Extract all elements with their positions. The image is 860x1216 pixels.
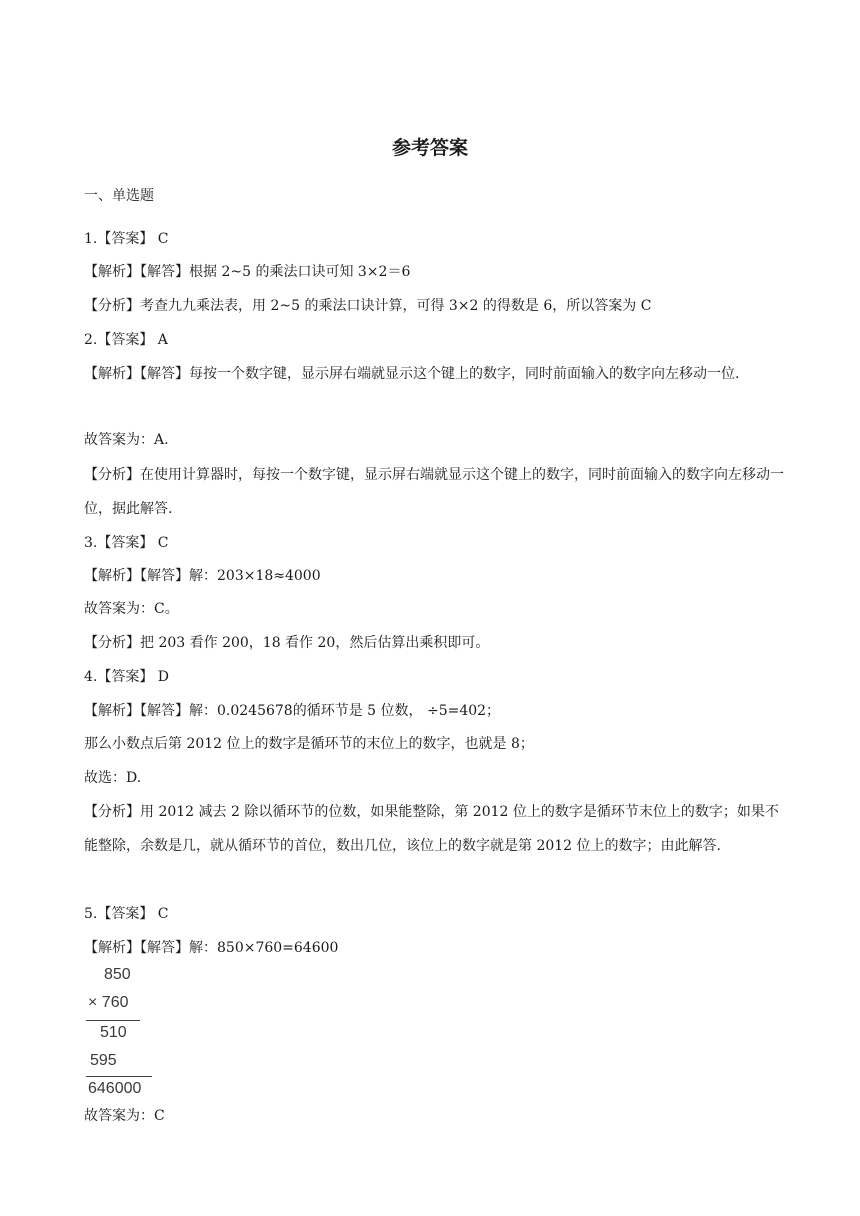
q4-analysis: 【分析】用 2012 减去 2 除以循环节的位数，如果能整除，第 2012 位上的数字是循环节末位上的数字；如果不能整除，余数是几，就从循环节的首位，数出几位，该位上的数字就是第 2012 位上的数字；由此解答. — [84, 804, 779, 854]
calc-rule-2 — [86, 1076, 152, 1077]
q5-explanation: 【解析】【解答】解：850×760=64600 — [84, 940, 339, 956]
q3-answer: 3.【答案】 C — [84, 535, 169, 551]
page-title: 参考答案 — [391, 137, 468, 159]
q2-answer: 2.【答案】 A — [84, 332, 168, 348]
q2-analysis: 【分析】在使用计算器时，每按一个数字键，显示屏右端就显示这个键上的数字，同时前面输入的数字向左移动一位，据此解答. — [84, 467, 784, 517]
q4-answer: 4.【答案】 D — [84, 669, 170, 685]
q2-final: 故答案为：A. — [84, 432, 169, 448]
q3-final: 故答案为：C。 — [84, 601, 179, 617]
calc-partial-2: 595 — [90, 1052, 117, 1069]
calc-rule-1 — [86, 1020, 140, 1021]
calc-multiplicand: 850 — [104, 966, 131, 983]
q4-explanation: 【解析】【解答】解：0.024567̇8̇的循环节是 5 位数， ÷5=402； — [84, 703, 501, 719]
q1-analysis: 【分析】考查九九乘法表，用 2~5 的乘法口诀计算，可得 3×2 的得数是 6，所以答案为 C — [84, 298, 652, 314]
calc-multiplier: × 760 — [88, 994, 129, 1011]
q1-explanation: 【解析】【解答】根据 2~5 的乘法口诀可知 3×2＝6 — [84, 264, 411, 280]
vertical-multiplication — [86, 964, 166, 1100]
q5-final: 故答案为：C — [84, 1108, 165, 1124]
calc-partial-1: 510 — [100, 1024, 127, 1041]
q2-explanation: 【解析】【解答】每按一个数字键，显示屏右端就显示这个键上的数字，同时前面输入的数字向左移动一位. — [84, 366, 740, 382]
q3-explanation: 【解析】【解答】解：203×18≈4000 — [84, 568, 321, 584]
section-heading: 一、单选题 — [84, 188, 154, 204]
calc-product: 646000 — [88, 1080, 142, 1097]
q3-analysis: 【分析】把 203 看作 200，18 看作 20，然后估算出乘积即可。 — [84, 635, 490, 651]
q4-final: 故选：D. — [84, 770, 142, 786]
q1-answer: 1.【答案】 C — [84, 231, 169, 247]
q5-answer: 5.【答案】 C — [84, 906, 169, 922]
q4-reasoning: 那么小数点后第 2012 位上的数字是循环节的末位上的数字，也就是 8； — [84, 736, 534, 752]
